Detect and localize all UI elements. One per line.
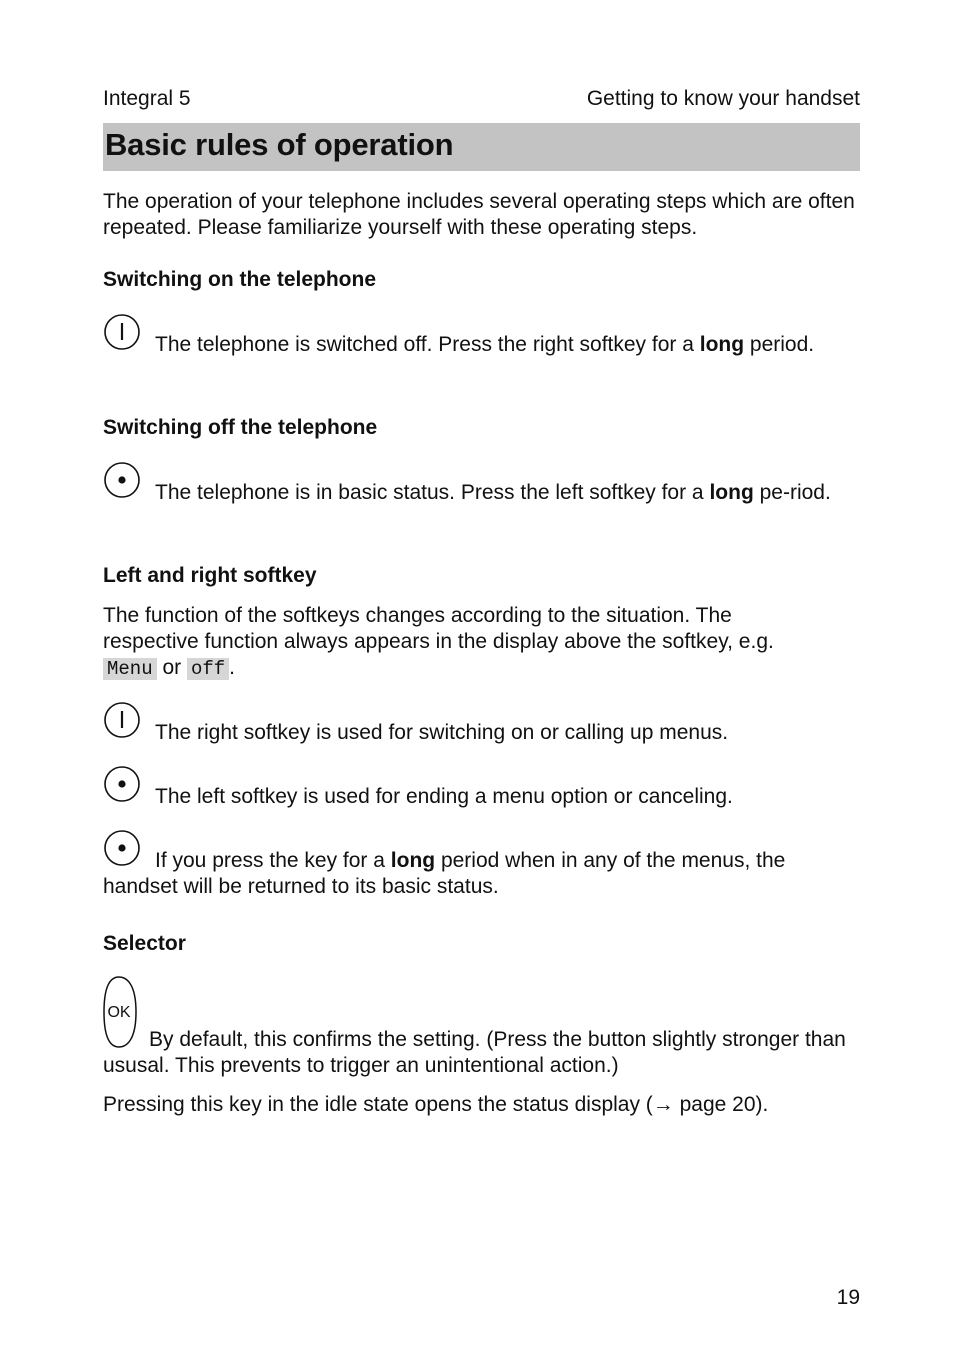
ok-label: OK (107, 1004, 131, 1021)
selector-heading: Selector (103, 932, 186, 955)
title-banner (103, 123, 860, 171)
display-text-off: off (187, 658, 229, 680)
left-softkey-text: The left softkey is used for ending a menu option or canceling. (155, 785, 733, 808)
switch-off-heading: Switching off the telephone (103, 416, 378, 439)
switch-on-text: The telephone is switched off. Press the right softkey for a long period. (155, 333, 815, 356)
long-press-text: If you press the key for a long period when in any of the menus, the handset will be returned to its basic status. (103, 849, 786, 898)
right-softkey-text: The right softkey is used for switching on or calling up menus. (155, 721, 729, 744)
softkeys-paragraph: The function of the softkeys changes according to the situation. The respective function always appears in the display above the softkey, e.g. Menu or off . (103, 604, 774, 680)
selector-text: By default, this confirms the setting. (Press the button slightly stronger than ususal. This prevents to trigger an unintentional action.) (103, 1028, 846, 1077)
switch-off-text: The telephone is in basic status. Press the left softkey for a long pe-riod. (155, 481, 831, 504)
switch-on-heading: Switching on the telephone (103, 268, 376, 291)
selector-idle-text: Pressing this key in the idle state opens the status display (→ page 20). (103, 1093, 769, 1116)
header-product-name: Integral 5 (103, 87, 191, 110)
intro-paragraph: The operation of your telephone includes several operating steps which are often repeated. Please familiarize yourself with these operating steps. (103, 190, 855, 239)
softkeys-heading: Left and right softkey (103, 564, 317, 587)
display-text-menu: Menu (103, 658, 157, 680)
page-title: Basic rules of operation (105, 127, 454, 162)
page-number: 19 (836, 1286, 860, 1309)
header-chapter-title: Getting to know your handset (586, 87, 860, 110)
